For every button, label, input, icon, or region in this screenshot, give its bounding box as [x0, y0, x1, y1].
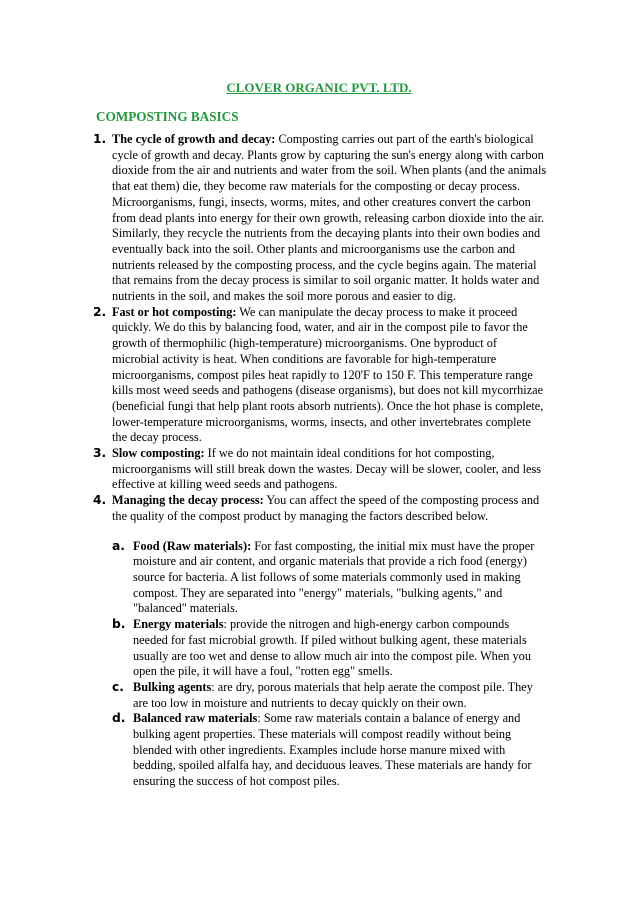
- list-item: [93, 304, 547, 446]
- list-item: [93, 132, 547, 305]
- item-lead: Slow composting:: [112, 446, 205, 461]
- sub-item-marker: d.: [112, 711, 126, 726]
- item-lead: Managing the decay process:: [112, 493, 264, 508]
- sub-item-text: For fast composting, the initial mix must have the proper moisture and air content, and organic materials that provide a rich food (energy) source for bacteria. A list follows of some materials commonly used in making compost. They are separated into "energy" materials, "bulking agents," and "balanced" materials.: [133, 538, 535, 616]
- sub-list: [112, 538, 545, 790]
- item-number: 3.: [93, 446, 107, 461]
- item-text: If we do not maintain ideal conditions for hot composting, microorganisms will still break down the wastes. Decay will be slower, cooler, and less effective at killing weed seeds and pathogens.: [112, 446, 542, 492]
- item-text: We can manipulate the decay process to make it proceed quickly. We do this by balancing food, water, and air in the compost pile to favor the growth of thermophilic (high-temperature) microorganisms. One byproduct of microbial activity is heat. When conditions are favorable for high-temperature microorganisms, compost piles heat rapidly to 120'F to 150 F. This temperature range kills most weed seeds and pathogens (disease organisms), but does not kill mycorrhizae (beneficial fungi that help plant roots absorb nutrients). Once the hot phase is complete, lower-temperature microorganisms, worms, insects, and other invertebrates complete the decay process.: [112, 304, 544, 445]
- sub-list-item: [112, 679, 545, 711]
- item-lead: Fast or hot composting:: [112, 304, 237, 319]
- sub-list-item: [112, 538, 545, 618]
- company-title: CLOVER ORGANIC PVT. LTD.: [226, 80, 412, 95]
- sub-item-marker: b.: [112, 617, 126, 632]
- sub-item-lead: Food (Raw materials):: [133, 538, 252, 553]
- sub-item-lead: Balanced raw materials: [133, 711, 258, 726]
- list-item: [93, 493, 547, 790]
- item-text: Composting carries out part of the earth's biological cycle of growth and decay. Plants grow by capturing the sun's energy along with carbon dioxide from the air and nutrients and water from the soil. When plants (and the animals that eat them) die, they become raw materials for the composting or decay process. Microorganisms, fungi, insects, worms, mites, and other creatures convert the carbon from dead plants into energy for their own growth, releasing carbon dioxide into the air. Similarly, they recycle the nutrients from the decaying plants into their own bodies and eventually back into the soil. Other plants and microorganisms use the carbon and nutrients released by the composting process, and the cycle begins again. The material that remains from the decay process is similar to soil organic matter. It holds water and nutrients in the soil, and makes the soil more porous and easier to dig.: [112, 132, 547, 304]
- sub-item-lead: Energy materials: [133, 617, 224, 632]
- sub-item-marker: a.: [112, 538, 125, 553]
- item-text: You can affect the speed of the composting process and the quality of the compost product by managing the factors described below.: [112, 493, 540, 523]
- item-lead: The cycle of growth and decay:: [112, 132, 276, 146]
- sub-list-item: [112, 617, 545, 680]
- main-list: [93, 132, 547, 790]
- section-title: COMPOSTING BASICS: [96, 109, 239, 124]
- item-number: 4.: [93, 493, 107, 508]
- sub-item-text: : Some raw materials contain a balance of energy and bulking agent properties. These materials will compost readily without being blended with other ingredients. Examples include horse manure mixed with bedding, spoiled alfalfa hay, and deciduous leaves. These materials are handy for ensuring the success of hot compost piles.: [133, 711, 532, 789]
- sub-item-text: : provide the nitrogen and high-energy carbon compounds needed for fast microbial growth. If piled without bulking agent, these materials usually are too wet and dense to allow much air into the compost pile. When you open the pile, it will have a foul, "rotten egg" smells.: [133, 617, 531, 679]
- sub-list-item: [112, 711, 545, 790]
- sub-item-marker: c.: [112, 679, 124, 694]
- sub-item-lead: Bulking agents: [133, 679, 212, 694]
- sub-item-text: : are dry, porous materials that help aerate the compost pile. They are too low in moisture and nutrients to decay quickly on their own.: [133, 679, 533, 710]
- item-number: 2.: [93, 304, 107, 319]
- list-item: [93, 446, 547, 493]
- item-number: 1.: [93, 132, 107, 146]
